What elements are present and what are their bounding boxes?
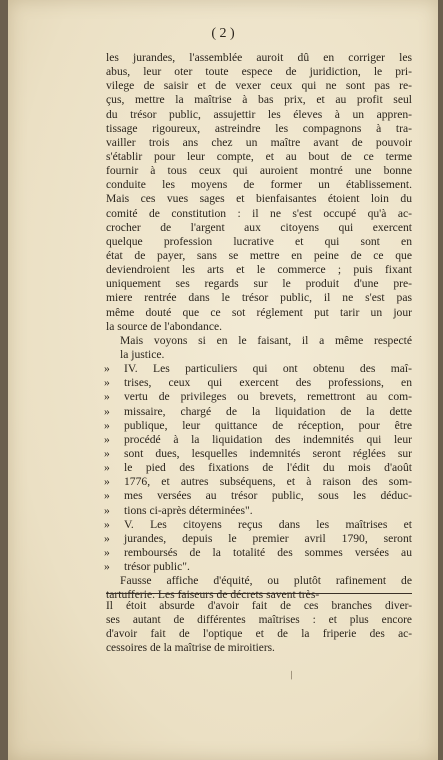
text-line: » vertu de privileges ou brevets, remettront au com- [104, 390, 412, 404]
text-line: Mais voyons si en le faisant, il a même respecté [120, 333, 412, 347]
text-line: » IV. Les particuliers qui ont obtenu des maî- [104, 362, 412, 376]
text-line: abus, leur oter toute espece de juridiction, le pri- [106, 65, 412, 79]
text-line: quelque profession lucrative et qui sont en [106, 234, 412, 248]
text-line: uniquement ses regards sur le produit d'une pre- [106, 277, 412, 291]
text-line: la source de l'abondance. [106, 319, 223, 333]
text-line: conduite les moyens de former un établissement. [106, 178, 412, 192]
footnote-divider [106, 593, 412, 594]
text-line: du trésor public, assujettir les éleves à un appren- [106, 107, 412, 121]
text-line: d'avoir fait de l'optique et de la friperie des ac- [106, 628, 412, 641]
text-line: comité de constitution : il ne s'est occupé qu'à ac- [106, 206, 412, 220]
text-line: même douté que ce sot réglement put tarir un jour [106, 305, 412, 319]
text-line: les jurandes, l'assemblée auroit dû en corriger les [106, 51, 412, 64]
text-line: vailler trois ans chez un maître avant de pouvoir [106, 135, 412, 149]
text-line: » procédé à la liquidation des indemnités qui leur [104, 433, 412, 447]
text-line: » 1776, et autres subséquens, et à raison des som- [104, 475, 412, 489]
text-line: la justice. [120, 347, 165, 361]
text-line: çus, mettre la maîtrise à bas prix, et au profit seul [106, 93, 412, 107]
text-line: Fausse affiche d'équité, ou plutôt rafinement de [120, 574, 412, 588]
paragraph-main [106, 51, 412, 334]
text-line: tissage rigoureux, astreindre les compagnons à tra- [106, 121, 412, 135]
text-line: » publique, leur quittance de réception, pour être [104, 419, 412, 433]
text-line: Il étoit absurde d'avoir fait de ces branches diver- [106, 600, 412, 612]
text-line: » tions ci-après déterminées". [104, 504, 412, 518]
document-page [8, 0, 438, 760]
text-line: vilege de saisir et de vexer ceux qui ne sont pas re- [106, 79, 412, 93]
text-line: » jurandes, depuis le premier avril 1790, seront [104, 532, 412, 546]
text-line: ses autant de différentes maîtrises : et plus encore [106, 614, 412, 627]
page-number: ( 2 ) [211, 26, 235, 41]
ink-mark: / [287, 667, 296, 683]
text-line: Mais ces vues sages et bienfaisantes étoient loin du [106, 192, 412, 206]
quote-article-iv [106, 362, 412, 518]
body-text [106, 51, 412, 602]
text-line: » sont dues, lesquelles indemnités seront réglées sur [104, 447, 412, 461]
text-line: » V. Les citoyens reçus dans les maîtrises et [104, 518, 412, 532]
text-line: état de payer, sans se mettre en peine de ce que [106, 248, 412, 262]
text-line: cessoires de la maîtrise de miroitiers. [106, 642, 275, 655]
text-line: crocher de l'argent aux citoyens qui exercent [106, 220, 412, 234]
paragraph-justice [106, 334, 412, 362]
text-line: » le pied des fixations de l'édit du mois d'août [104, 461, 412, 475]
text-line: miere rentrée dans le trésor public, il ne s'est pas [106, 291, 412, 305]
text-line: » mes versées au trésor public, sous les déduc- [104, 489, 412, 503]
text-line: tartufferie. Les faiseurs de décrets savent très- [106, 588, 320, 602]
text-line: » trises, ceux qui exercent des professions, en [104, 376, 412, 390]
text-line: » missaire, chargé de la liquidation de la dette [104, 405, 412, 419]
text-line: » trésor public". [104, 560, 412, 574]
text-line: deviendroient les arts et le commerce ; puis fixant [106, 263, 412, 277]
text-line: » remboursés de la totalité des sommes versées au [104, 546, 412, 560]
footnote [106, 599, 412, 656]
quote-article-v [106, 518, 412, 575]
text-line: s'établir pour leur compte, et au bout de ce terme [106, 149, 412, 163]
text-line: fournir à tous ceux qui auroient montré une bonne [106, 164, 412, 178]
